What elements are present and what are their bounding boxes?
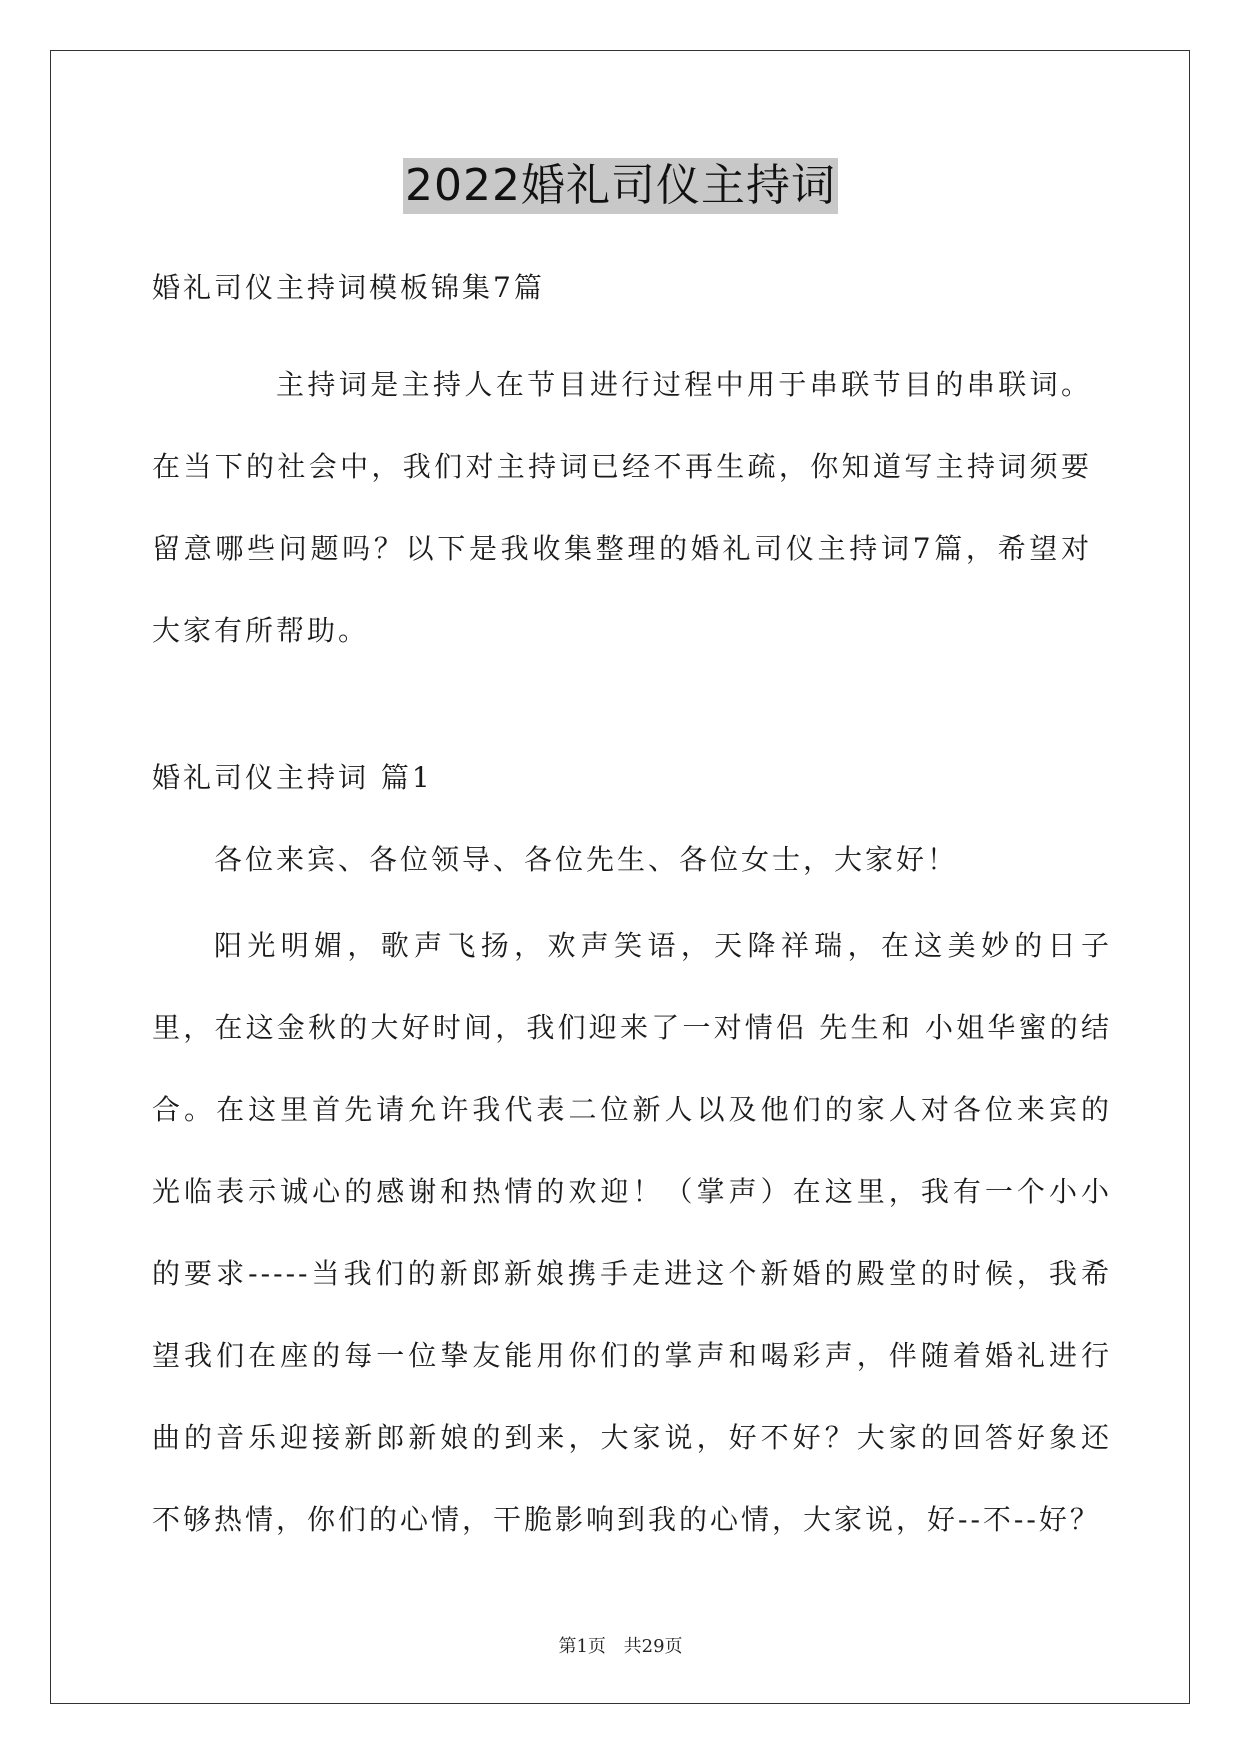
page-number: 第1页 (558, 1636, 606, 1657)
page-footer (0, 1635, 1241, 1659)
title-container (0, 158, 1241, 214)
intro-paragraph: 主持词是主持人在节目进行过程中用于串联节目的串联词。在当下的社会中，我们对主持词已经不再生疏，你知道写主持词须要留意哪些问题吗？以下是我收集整理的婚礼司仪主持词7篇，希望对大家有所帮助。 (152, 368, 1092, 647)
section-heading: 婚礼司仪主持词 篇1 (152, 761, 433, 794)
body-paragraph-main: 阳光明媚，歌声飞扬，欢声笑语，天降祥瑞，在这美妙的日子里，在这金秋的大好时间，我们迎来了一对情侣 先生和 小姐华蜜的结合。在这里首先请允许我代表二位新人以及他们的家人对各位来宾的光临表示诚心的感谢和热情的欢迎！（掌声）在这里，我有一个小小的要求-----当我们的新郎新娘携手走进这个新婚的殿堂的时候，我希望我们在座的每一位挚友能用你们的掌声和喝彩声，伴随着婚礼进行曲的音乐迎接新郎新娘的到来，大家说，好不好？大家的回答好象还不够热情，你们的心情，干脆影响到我的心情，大家说，好--不--好？ (152, 929, 1112, 1536)
body-paragraph-greeting: 各位来宾、各位领导、各位先生、各位女士，大家好！ (214, 843, 959, 876)
page-total: 共29页 (623, 1636, 683, 1657)
document-title: 2022婚礼司仪主持词 (403, 158, 838, 214)
document-subtitle: 婚礼司仪主持词模板锦集7篇 (152, 271, 545, 304)
